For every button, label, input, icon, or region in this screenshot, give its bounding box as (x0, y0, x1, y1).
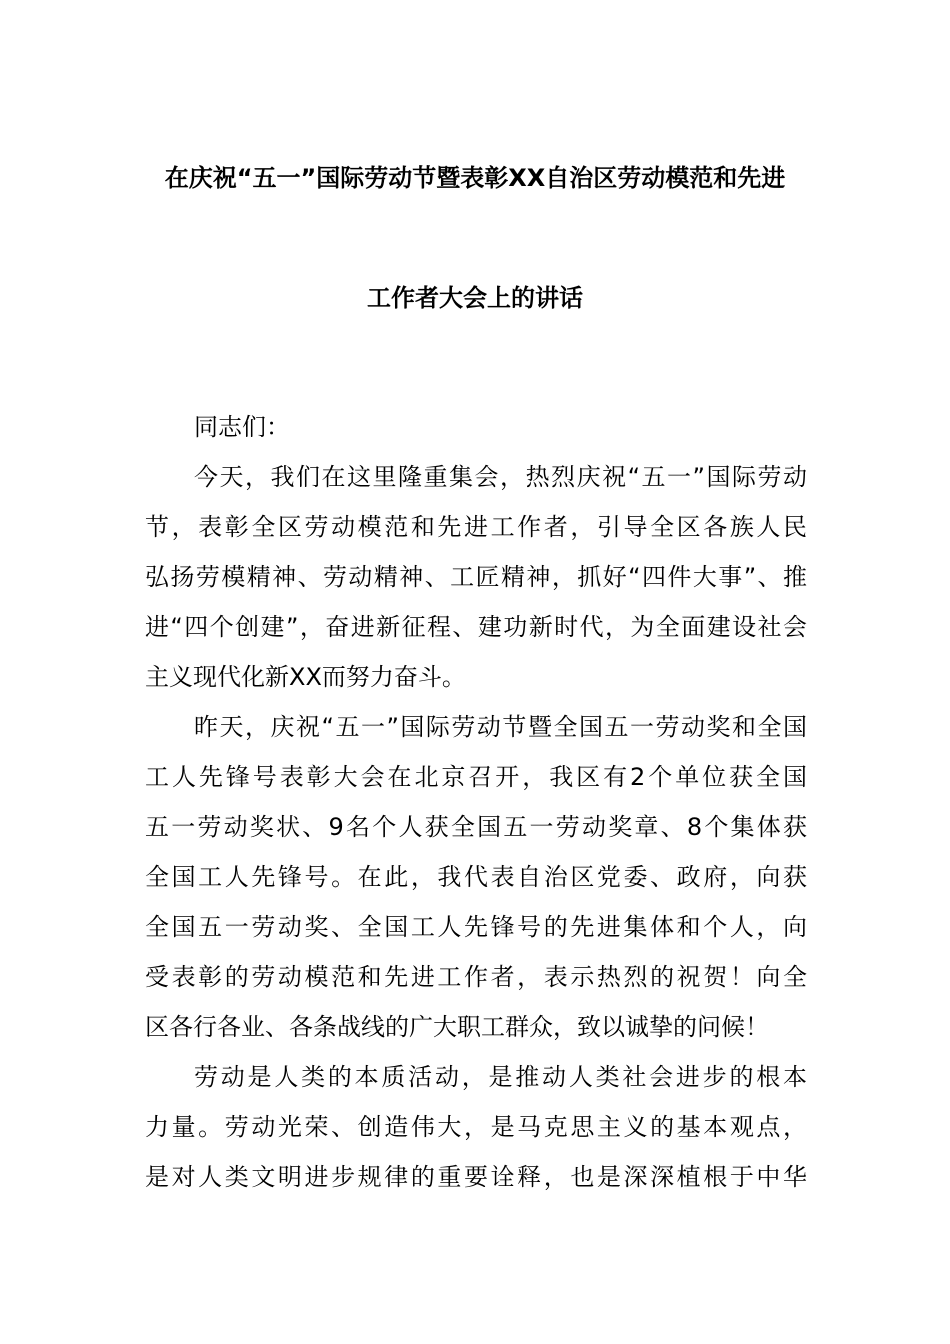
paragraph-line: 全国五一劳动奖、全国工人先锋号的先进集体和个人，向 (145, 913, 807, 941)
paragraph-line: 是对人类文明进步规律的重要诠释，也是深深植根于中华 (145, 1163, 807, 1191)
paragraph-line: 力量。劳动光荣、创造伟大，是马克思主义的基本观点， (145, 1113, 807, 1141)
paragraph-line: 弘扬劳模精神、劳动精神、工匠精神，抓好“四件大事”、推 (145, 563, 807, 591)
document-title-line-1: 在庆祝“五一”国际劳动节暨表彰XX自治区劳动模范和先进 (164, 164, 786, 192)
document-body (145, 402, 807, 1202)
paragraph-line: 区各行各业、各条战线的广大职工群众，致以诚挚的问候！ (145, 1013, 769, 1041)
paragraph-line: 受表彰的劳动模范和先进工作者，表示热烈的祝贺！向全 (145, 963, 807, 991)
paragraph-line: 昨天，庆祝“五一”国际劳动节暨全国五一劳动奖和全国 (194, 713, 807, 741)
salutation: 同志们： (194, 413, 290, 441)
paragraph-line: 五一劳动奖状、9名个人获全国五一劳动奖章、8个集体获 (145, 813, 807, 841)
paragraph-line: 进“四个创建”，奋进新征程、建功新时代，为全面建设社会 (145, 613, 807, 641)
paragraph-2 (145, 702, 807, 1052)
paragraph-line: 节，表彰全区劳动模范和先进工作者，引导全区各族人民 (145, 513, 807, 541)
paragraph-line: 工人先锋号表彰大会在北京召开，我区有2个单位获全国 (145, 763, 807, 791)
paragraph-line: 劳动是人类的本质活动，是推动人类社会进步的根本 (194, 1063, 807, 1091)
paragraph-line: 全国工人先锋号。在此，我代表自治区党委、政府，向获 (145, 863, 807, 891)
paragraph-line: 主义现代化新XX而努力奋斗。 (145, 663, 466, 691)
paragraph-line: 今天，我们在这里隆重集会，热烈庆祝“五一”国际劳动 (194, 463, 807, 491)
paragraph-1 (145, 452, 807, 702)
paragraph-3 (145, 1052, 807, 1202)
document-title-line-2: 工作者大会上的讲话 (367, 284, 583, 312)
